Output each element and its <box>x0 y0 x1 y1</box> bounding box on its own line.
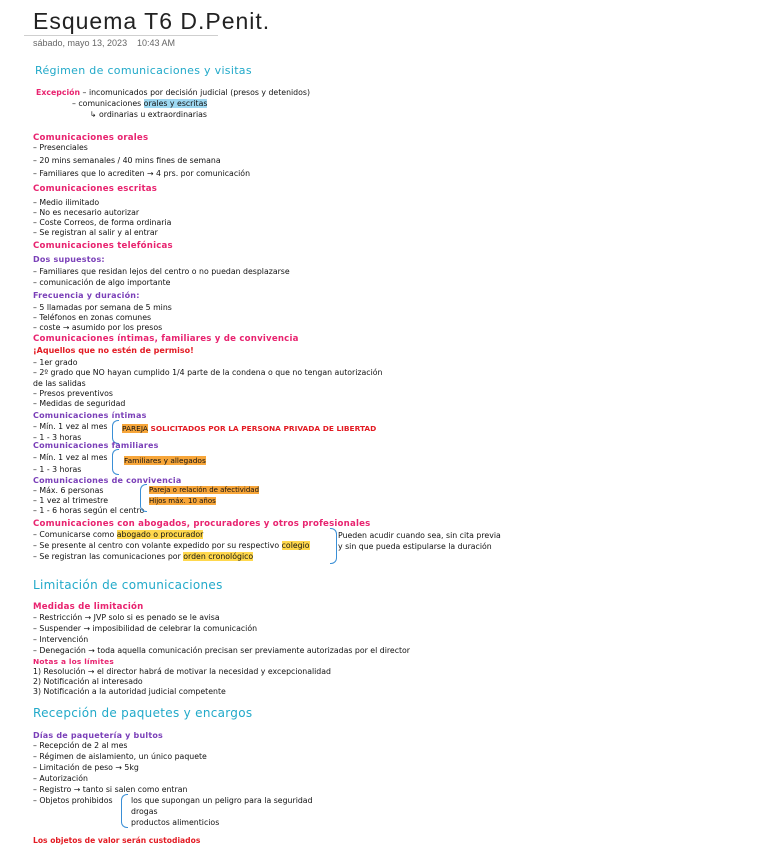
section-heading-recepcion: Recepción de paquetes y encargos <box>33 706 253 720</box>
intimas-item: – Mín. 1 vez al mes <box>33 422 108 431</box>
intimas-bloque-item-text: Presos preventivos <box>39 389 113 398</box>
brace-familiares <box>112 449 119 475</box>
telef-item: – 5 llamadas por semana de 5 mins <box>33 303 172 312</box>
exception-line-1: incomunicados por decisión judicial (presos y detenidos) <box>88 88 311 97</box>
limitacion-note: 1) Resolución → el director habrá de motivar la necesidad y excepcionalidad <box>33 667 331 676</box>
convivencia-item-text: 1 vez al trimestre <box>39 496 109 505</box>
abogados-item: – Comunicarse como abogado o procurador <box>33 530 204 539</box>
telef-item: – Familiares que residan lejos del centro o no puedan desplazarse <box>33 267 290 276</box>
highlight-orden: orden cronológico <box>183 552 254 561</box>
convivencia-note-1 <box>149 486 259 494</box>
recepcion-item: – Régimen de aislamiento, un único paquete <box>33 752 207 761</box>
escritas-item-text: Coste Correos, de forma ordinaria <box>39 218 172 227</box>
exception-line-2-text: comunicaciones <box>78 99 144 108</box>
intimas-bloque-item: – 2º grado que NO hayan cumplido 1/4 parte de la condena o que no tengan autorización <box>33 368 383 377</box>
highlight-familiares: Familiares y allegados <box>124 456 206 465</box>
telef-item-text: 5 llamadas por semana de 5 mins <box>39 303 172 312</box>
orales-item: – Familiares que lo acrediten → 4 prs. por comunicación <box>33 169 251 178</box>
convivencia-item: – Máx. 6 personas <box>33 486 104 495</box>
convivencia-item: – 1 vez al trimestre <box>33 496 109 505</box>
abogados-side-1: Pueden acudir cuando sea, sin cita previa <box>338 531 501 540</box>
intimas-bloque-item-text: Medidas de seguridad <box>39 399 126 408</box>
recepcion-item: – Objetos prohibidos <box>33 796 113 805</box>
page-title: Esquema T6 D.Penit. <box>33 8 271 34</box>
prohibido-item: drogas <box>131 807 158 816</box>
heading-escritas: Comunicaciones escritas <box>33 184 158 194</box>
limitacion-item: – Suspender → imposibilidad de celebrar la comunicación <box>33 624 258 633</box>
limitacion-item: – Denegación → toda aquella comunicación precisan ser previamente autorizadas por el director <box>33 646 411 655</box>
recepcion-item-text: Limitación de peso → 5kg <box>39 763 139 772</box>
abogados-item-text: Se presente al centro con volante expedido por su respectivo <box>39 541 282 550</box>
brace-prohibidos <box>121 794 128 828</box>
dash: – <box>82 88 89 97</box>
limitacion-item-text: Intervención <box>39 635 89 644</box>
telef-item: – comunicación de algo importante <box>33 278 171 287</box>
telef-item-text: Teléfonos en zonas comunes <box>39 313 152 322</box>
highlight-hijos: Hijos máx. 10 años <box>149 497 216 505</box>
page-date: sábado, mayo 13, 2023 <box>33 38 128 48</box>
abogados-item-text: Se registran las comunicaciones por <box>39 552 184 561</box>
intimas-bloque-item-text: 1er grado <box>39 358 78 367</box>
telef-item-text: Familiares que residan lejos del centro o no puedan desplazarse <box>39 267 290 276</box>
telef-item-text: coste → asumido por los presos <box>39 323 163 332</box>
telef-item: – Teléfonos en zonas comunes <box>33 313 152 322</box>
page-time: 10:43 AM <box>137 38 176 48</box>
escritas-item: – Se registran al salir y al entrar <box>33 228 158 237</box>
heading-telefonicas: Comunicaciones telefónicas <box>33 241 173 251</box>
heading-convivencia: Comunicaciones de convivencia <box>33 476 182 485</box>
heading-orales: Comunicaciones orales <box>33 133 149 143</box>
limitacion-item: – Intervención <box>33 635 89 644</box>
recepcion-item: – Registro → tanto si salen como entran <box>33 785 188 794</box>
convivencia-item: – 1 - 6 horas según el centro <box>33 506 145 515</box>
convivencia-item-text: Máx. 6 personas <box>39 486 104 495</box>
recepcion-item-text: Autorización <box>39 774 88 783</box>
limitacion-item-text: Denegación → toda aquella comunicación precisan ser previamente autorizadas por el director <box>39 646 411 655</box>
exception-label: Excepción <box>36 88 81 97</box>
orales-item-text: Presenciales <box>39 143 88 152</box>
brace-convivencia <box>140 484 147 512</box>
highlight-pareja-afectividad: Pareja o relación de afectividad <box>149 486 260 494</box>
prohibido-item: los que supongan un peligro para la seguridad <box>131 796 313 805</box>
escritas-item-text: Se registran al salir y al entrar <box>39 228 158 237</box>
orales-item-text: Familiares que lo acrediten → 4 prs. por comunicación <box>39 169 251 178</box>
familiares-item-text: Mín. 1 vez al mes <box>39 453 108 462</box>
limitacion-item-text: Suspender → imposibilidad de celebrar la comunicación <box>39 624 258 633</box>
abogados-item: – Se presente al centro con volante expedido por su respectivo colegio <box>33 541 310 550</box>
highlight-orales-escritas: orales y escritas <box>143 99 208 108</box>
exception-line-3-text: ordinarias u extraordinarias <box>99 110 207 119</box>
recepcion-item-text: Objetos prohibidos <box>39 796 113 805</box>
escritas-item-text: No es necesario autorizar <box>39 208 140 217</box>
telef-item-text: comunicación de algo importante <box>39 278 171 287</box>
escritas-item: – Medio ilimitado <box>33 198 100 207</box>
subheading-frecuencia: Frecuencia y duración: <box>33 291 140 300</box>
footer-custodiados: Los objetos de valor serán custodiados <box>33 836 201 845</box>
limitacion-item-text: Restricción → JVP solo si es penado se le avisa <box>39 613 220 622</box>
section-heading-regimen: Régimen de comunicaciones y visitas <box>35 64 252 77</box>
heading-familiares: Comunicaciones familiares <box>33 441 159 450</box>
familiares-note <box>124 456 206 465</box>
intimas-note-rest: SOLICITADOS POR LA PERSONA PRIVADA DE LIBERTAD <box>147 424 377 433</box>
intimas-bloque-item: – 1er grado <box>33 358 78 367</box>
warning-no-permiso: ¡Aquellos que no estén de permiso! <box>33 346 194 355</box>
escritas-item: – Coste Correos, de forma ordinaria <box>33 218 172 227</box>
orales-item: – Presenciales <box>33 143 88 152</box>
limitacion-item: – Restricción → JVP solo si es penado se le avisa <box>33 613 220 622</box>
escritas-item: – No es necesario autorizar <box>33 208 140 217</box>
familiares-item: – Mín. 1 vez al mes <box>33 453 108 462</box>
abogados-side-2: y sin que pueda estipularse la duración <box>338 542 492 551</box>
heading-abogados: Comunicaciones con abogados, procuradores y otros profesionales <box>33 519 371 529</box>
orales-item-text: 20 mins semanales / 40 mins fines de semana <box>39 156 221 165</box>
intimas-note <box>122 424 376 433</box>
intimas-item: – 1 - 3 horas <box>33 433 82 442</box>
abogados-item-text: Comunicarse como <box>39 530 117 539</box>
highlight-colegio: colegio <box>281 541 310 550</box>
title-underline <box>24 35 218 36</box>
exception-line-3: ↳ ordinarias u extraordinarias <box>90 110 207 119</box>
intimas-bloque-item: de las salidas <box>33 379 86 388</box>
highlight-abogado: abogado o procurador <box>116 530 204 539</box>
heading-intimas: Comunicaciones íntimas <box>33 411 147 420</box>
intimas-bloque-item: – Medidas de seguridad <box>33 399 126 408</box>
recepcion-item: – Autorización <box>33 774 88 783</box>
subheading-medidas: Medidas de limitación <box>33 602 144 612</box>
subheading-notas: Notas a los límites <box>33 657 114 666</box>
convivencia-item-text: 1 - 6 horas según el centro <box>39 506 145 515</box>
recepcion-item-text: Régimen de aislamiento, un único paquete <box>39 752 207 761</box>
intimas-item-text: 1 - 3 horas <box>39 433 82 442</box>
limitacion-note: 3) Notificación a la autoridad judicial competente <box>33 687 226 696</box>
recepcion-item-text: Recepción de 2 al mes <box>39 741 128 750</box>
intimas-bloque-item-text: 2º grado que NO hayan cumplido 1/4 parte de la condena o que no tengan autorización <box>39 368 383 377</box>
orales-item: – 20 mins semanales / 40 mins fines de semana <box>33 156 221 165</box>
limitacion-note: 2) Notificación al interesado <box>33 677 143 686</box>
recepcion-item-text: Registro → tanto si salen como entran <box>39 785 188 794</box>
telef-item: – coste → asumido por los presos <box>33 323 163 332</box>
brace-abogados <box>330 528 337 564</box>
intimas-bloque-item: – Presos preventivos <box>33 389 113 398</box>
recepcion-item: – Limitación de peso → 5kg <box>33 763 139 772</box>
highlight-pareja: PAREJA <box>122 424 148 433</box>
familiares-item: – 1 - 3 horas <box>33 465 82 474</box>
abogados-item: – Se registran las comunicaciones por orden cronológico <box>33 552 254 561</box>
heading-intimas-familiares-convivencia: Comunicaciones íntimas, familiares y de convivencia <box>33 334 299 344</box>
subheading-dias-paqueteria: Días de paquetería y bultos <box>33 731 164 740</box>
subheading-supuestos: Dos supuestos: <box>33 255 105 264</box>
familiares-item-text: 1 - 3 horas <box>39 465 82 474</box>
escritas-item-text: Medio ilimitado <box>39 198 100 207</box>
intimas-item-text: Mín. 1 vez al mes <box>39 422 108 431</box>
exception-line-2: – comunicaciones orales y escritas <box>72 99 208 108</box>
convivencia-note-2 <box>149 497 216 505</box>
prohibido-item: productos alimenticios <box>131 818 220 827</box>
recepcion-item: – Recepción de 2 al mes <box>33 741 128 750</box>
section-heading-limitacion: Limitación de comunicaciones <box>33 578 223 592</box>
